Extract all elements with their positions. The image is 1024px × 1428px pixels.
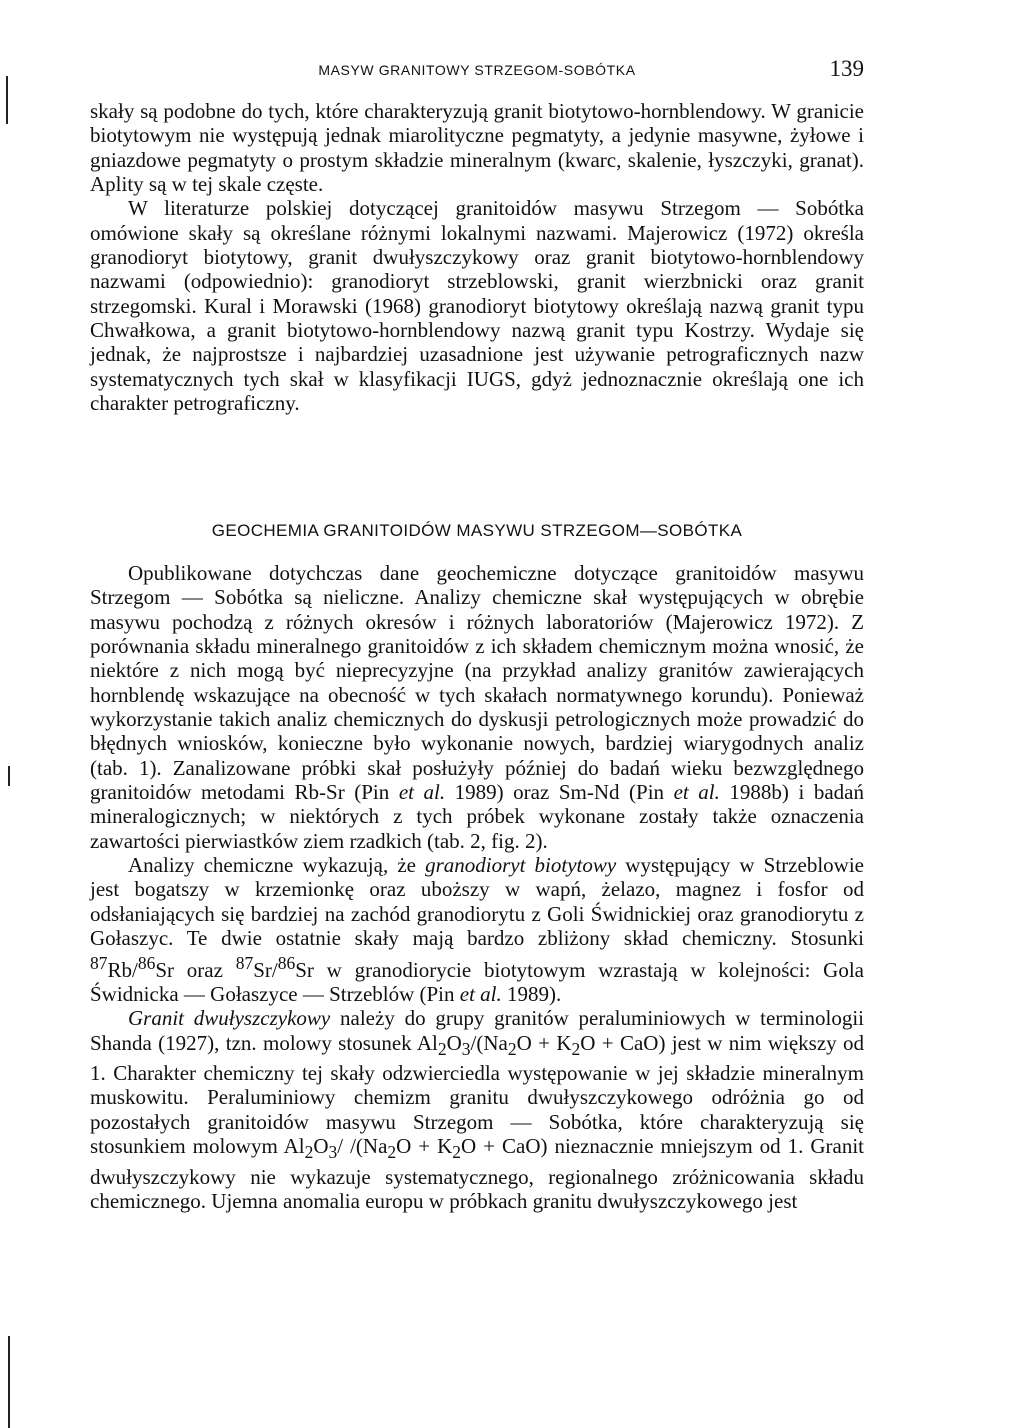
citation-italic: et al. [673,780,720,805]
paragraph [90,1006,864,1213]
superscript: 87 [90,952,108,973]
running-head: MASYW GRANITOWY STRZEGOM-SOBÓTKA [318,62,636,78]
subscript: 3 [461,1038,471,1059]
text-run: O [313,1134,329,1159]
citation-italic: et al. [459,981,502,1006]
subscript: 3 [328,1142,338,1163]
text-run: O + CaO) nieznacznie mniejszym od 1. Granit dwułyszczykowy nie wykazuje systematycznego, regionalnego zróżnicowania składu chemicznego. Ujemna anomalia europu w próbkach granitu dwułyszczykowego jest [90,1134,864,1213]
subscript: 2 [304,1142,314,1163]
paragraph [90,853,864,1006]
text-run: O + K [396,1134,453,1159]
subscript: 2 [507,1038,517,1059]
citation-italic: et al. [398,780,446,805]
text-run: Sr/ [253,957,278,982]
rock-name-italic: granodioryt biotytowy [425,853,617,878]
text-run: Sr w granodiorycie biotytowym wzrastają w kolejności: Gola Świdnicka — Gołaszyce — Strzeblów (Pin [90,957,864,1006]
rock-name-italic: Granit dwułyszczykowy [128,1006,331,1031]
body-text-section-2 [90,561,864,1213]
paragraph [90,196,864,415]
subscript: 2 [571,1038,581,1059]
text-run: O [446,1030,462,1055]
text-run: / /(Na [337,1134,388,1159]
scan-edge-mark [8,1336,10,1428]
text-run: O + CaO) jest w nim większy od 1. Charakter chemiczny tej skały odzwierciedla występowanie w jej składzie mineralnym muskowitu. Peraluminiowy chemizm granitu dwułyszczykowego odróżnia go od pozostałych granitoidów masywu Strzegom — Sobótka, które charakteryzują się stosunkiem molowym Al [90,1030,864,1159]
text-run: występujący w Strzeblowie jest bogatszy w krzemionkę oraz uboższy w wapń, żelazo, magnez i fosfor od odsłaniających się bardziej na zachód granodiorytu z Goli Świdnickiej oraz granodiorytu z Gołaszyc. Te dwie ostatnie skały mają bardzo zbliżony skład chemiczny. Stosunki [90,853,864,951]
body-text-section-1 [90,99,864,415]
superscript: 87 [235,952,254,973]
text-run: Sr oraz [155,957,236,982]
text-run: 1988b) i badań mineralogicznych; w niektórych z tych próbek wykonane zostały także oznaczenia zawartości pierwiastków ziem rzadkich (tab. 2, fig. 2). [90,780,864,853]
text-run: W literaturze polskiej dotyczącej granitoidów masywu Strzegom — Sobótka omówione skały są określane różnymi lokalnymi nazwami. Majerowicz (1972) określa granodioryt biotytowy, granit dwułyszczykowy oraz granit biotytowo-hornblendowy nazwami (odpowiednio): granodioryt strzeblowski, granit wierzbnicki oraz granit strzegomski. Kural i Morawski (1968) granodioryt biotytowy określają nazwą granit typu Chwałkowa, a granit biotytowo-hornblendowy nazwą granit typu Kostrzy. Wydaje się jednak, że najprostsze i najbardziej uzasadnione jest używanie petrograficznych nazw systematycznych tych skał w klasyfikacji IUGS, gdyż jednoznacznie określają one ich charakter petrograficzny. [90,196,864,416]
text-run: O + K [516,1030,572,1055]
scan-edge-mark [8,766,10,786]
page-number: 139 [829,56,864,81]
superscript: 86 [277,952,296,973]
text-run: Rb/ [107,957,138,982]
text-run: należy do grupy granitów peraluminiowych w terminologii Shanda (1927), tzn. molowy stosunek Al [90,1006,864,1055]
text-run: skały są podobne do tych, które charakteryzują granit biotytowo-hornblendowy. W granicie biotytowym nie występują jednak miarolityczne pegmatyty, a jedynie masywne, żyłowe i gniazdowe pegmatyty o prostym składzie mineralnym (kwarc, skalenie, łyszczyki, granat). Aplity są w tej skale częste. [90,99,864,197]
paragraph [90,99,864,196]
subscript: 2 [452,1142,462,1163]
section-title: GEOCHEMIA GRANITOIDÓW MASYWU STRZEGOM—SOBÓTKA [211,521,743,540]
text-run: /(Na [470,1030,508,1055]
scan-edge-mark [6,76,8,124]
text-run: Opublikowane dotychczas dane geochemiczne dotyczące granitoidów masywu Strzegom — Sobótka są nieliczne. Analizy chemiczne skał występujących w obrębie masywu pochodzą z różnych okresów i różnych laboratoriów (Majerowicz 1972). Z porównania składu mineralnego granitoidów z ich składem chemicznym można wnosić, że niektóre z nich mogą być nieprecyzyjne (na przykład analizy granitów zawierających hornblendę wskazujące na obecność w tych skałach normatywnego korundu). Ponieważ wykorzystanie takich analiz chemicznych do dyskusji petrologicznych może prowadzić do błędnych wniosków, konieczne było wykonanie nowych, bardziej wiarygodnych analiz (tab. 1). Zanalizowane próbki skał posłużyły później do badań wieku bezwzględnego granitoidów metodami Rb-Sr (Pin [90,561,864,805]
subscript: 2 [387,1142,397,1163]
paragraph [90,561,864,853]
text-run: 1989). [501,981,562,1006]
page-header [90,56,864,86]
subscript: 2 [437,1038,447,1059]
superscript: 86 [137,952,156,973]
text-run: 1989) oraz Sm-Nd (Pin [445,780,674,805]
text-run: Analizy chemiczne wykazują, że [128,853,426,878]
